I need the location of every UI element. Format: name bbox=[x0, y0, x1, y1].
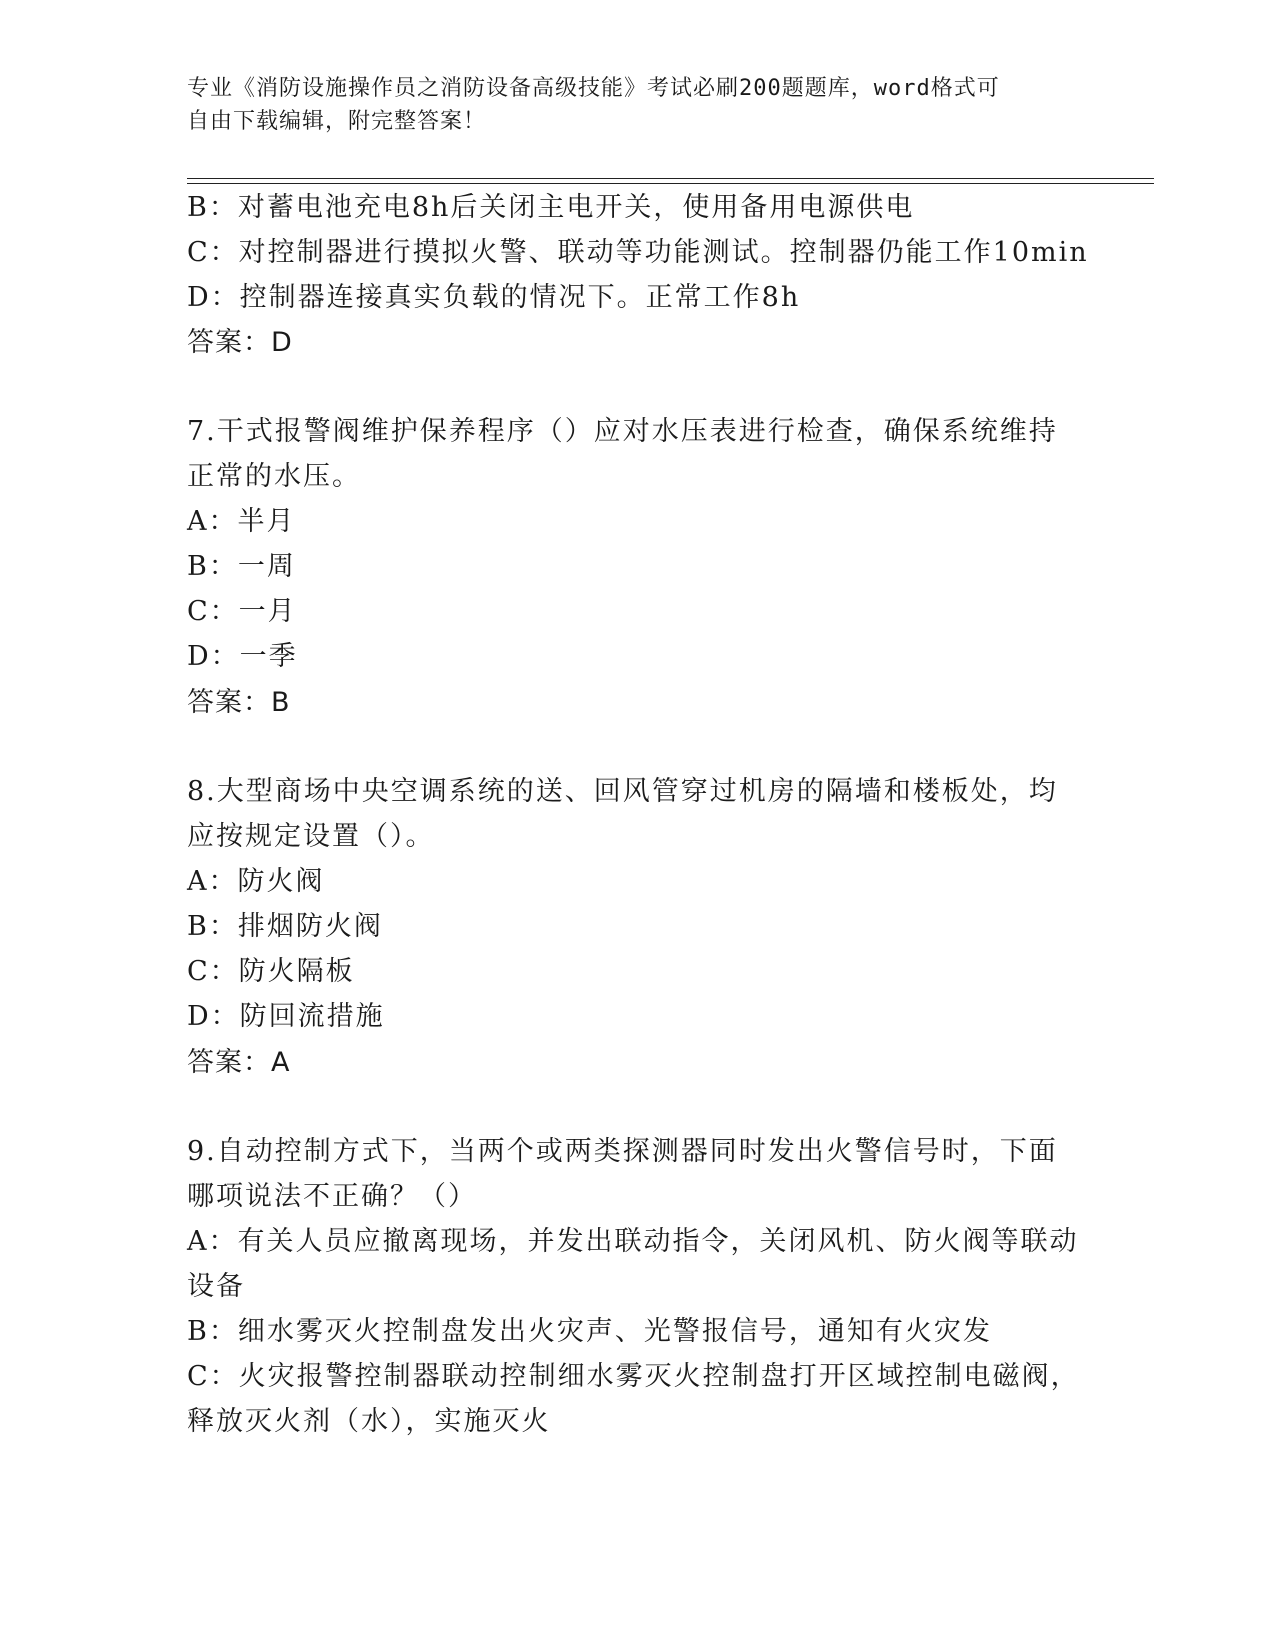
q9-option-c-line-1: C：火灾报警控制器联动控制细水雾灭火控制盘打开区域控制电磁阀， bbox=[187, 1361, 1080, 1392]
document-header bbox=[187, 72, 1067, 138]
q7-stem-line-2: 正常的水压。 bbox=[187, 461, 361, 492]
header-divider-top bbox=[187, 178, 1154, 179]
q8-option-c: C：防火隔板 bbox=[187, 956, 355, 987]
q6-option-c: C：对控制器进行摸拟火警、联动等功能测试。控制器仍能工作10min bbox=[187, 237, 1089, 268]
q9-option-a-line-2: 设备 bbox=[187, 1271, 245, 1302]
header-divider-bottom bbox=[187, 183, 1154, 184]
q8-option-b: B：排烟防火阀 bbox=[187, 911, 383, 942]
q7-option-b: B：一周 bbox=[187, 551, 296, 582]
q9-option-b: B：细水雾灭火控制盘发出火灾声、光警报信号，通知有火灾发 bbox=[187, 1316, 992, 1347]
q6-option-b: B：对蓄电池充电8h后关闭主电开关，使用备用电源供电 bbox=[187, 192, 915, 223]
q8-stem-line-1: 8.大型商场中央空调系统的送、回风管穿过机房的隔墙和楼板处，均 bbox=[187, 776, 1058, 807]
header-line-1: 专业《消防设施操作员之消防设备高级技能》考试必刷200题题库，word格式可 bbox=[187, 76, 1000, 101]
q9-stem-line-1: 9.自动控制方式下，当两个或两类探测器同时发出火警信号时，下面 bbox=[187, 1136, 1058, 1167]
q7-option-d: D：一季 bbox=[187, 641, 298, 672]
q8-option-a: A：防火阀 bbox=[187, 866, 325, 897]
q6-option-d: D：控制器连接真实负载的情况下。正常工作8h bbox=[187, 282, 801, 313]
q7-option-c: C：一月 bbox=[187, 596, 297, 627]
q8-answer: 答案：A bbox=[187, 1047, 291, 1078]
q6-answer: 答案：D bbox=[187, 327, 293, 358]
q8-option-d: D：防回流措施 bbox=[187, 1001, 385, 1032]
q7-option-a: A：半月 bbox=[187, 506, 296, 537]
q9-option-c-line-2: 释放灭火剂（水），实施灭火 bbox=[187, 1406, 551, 1437]
q9-stem-line-2: 哪项说法不正确？（） bbox=[187, 1181, 477, 1212]
q7-answer: 答案：B bbox=[187, 687, 291, 718]
q8-stem-line-2: 应按规定设置（）。 bbox=[187, 821, 435, 852]
header-line-2: 自由下载编辑，附完整答案！ bbox=[187, 109, 487, 134]
q7-stem-line-1: 7.干式报警阀维护保养程序（）应对水压表进行检查，确保系统维持 bbox=[187, 416, 1058, 447]
q9-option-a-line-1: A：有关人员应撤离现场，并发出联动指令，关闭风机、防火阀等联动 bbox=[187, 1226, 1079, 1257]
